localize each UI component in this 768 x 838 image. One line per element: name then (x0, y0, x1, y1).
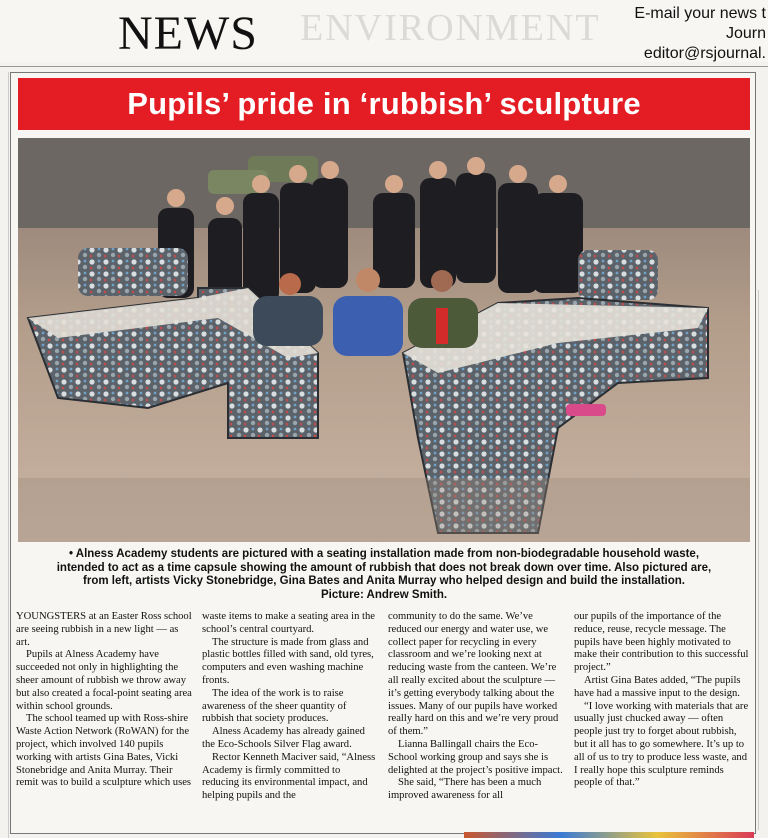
body-column-2 (202, 611, 378, 803)
paragraph: Alness Academy has already gained the Eco-Schools Silver Flag award. (202, 726, 365, 750)
paragraph: Rector Kenneth Maciver said, “Alness Academy is firmly committed to reducing its environmental impact, and helping pupils and the (202, 751, 376, 802)
paragraph: “I love working with materials that are usually just chucked away — often people just try to forget about rubbish, but it all has to go somewhere. It’s up to all of us to try to produce less waste, and I really hope this sculpture reminds people of that.” (574, 700, 749, 789)
masthead (0, 0, 768, 62)
section-title: NEWS (118, 7, 258, 60)
article-body (16, 611, 752, 803)
paragraph: The school teamed up with Ross-shire Waste Action Network (RoWAN) for the project, which involved 140 pupils working with artists Gina Bates, Vicki Stonebridge and Anita Murray. Their remit was to build a sculpture which uses (16, 713, 192, 789)
adjacent-article-left (0, 72, 9, 838)
paragraph: The structure is made from glass and plastic bottles filled with sand, old tyres, computers and even washing machine fronts. (202, 636, 374, 686)
adjacent-article-right (758, 290, 768, 830)
paragraph: our pupils of the importance of the reduce, reuse, recycle message. The pupils have been highly motivated to make their contribution to this successful project.” (574, 611, 749, 674)
photo-caption (24, 548, 744, 602)
paragraph: She said, “There has been a much improved awareness for all (388, 777, 542, 802)
paragraph: waste items to make a seating area in the school’s central courtyard. (202, 611, 375, 635)
paragraph: YOUNGSTERS at an Easter Ross school are seeing rubbish in a new light — as art. (16, 611, 192, 648)
masthead-rule (0, 66, 768, 67)
body-column-1 (16, 611, 192, 803)
headline: Pupils’ pride in ‘rubbish’ sculpture (127, 86, 641, 121)
paragraph: Lianna Ballingall chairs the Eco-School working group and says she is delighted at the project’s positive impact. (388, 738, 563, 776)
article-photo (18, 138, 750, 542)
caption-line-3: from left, artists Vicky Stonebridge, Gina Bates and Anita Murray who helped design and build the installation. (83, 575, 685, 587)
ghost-section-text: ENVIRONMENT (300, 7, 601, 49)
paragraph: Artist Gina Bates added, “The pupils have had a massive input to the design. (574, 674, 741, 699)
body-column-3 (388, 611, 564, 803)
advert-strip (464, 832, 754, 838)
body-column-4 (574, 611, 750, 803)
contact-email: editor@rsjournal. (643, 45, 766, 62)
contact-line-1: E-mail your news t (634, 5, 766, 22)
caption-line-2: intended to act as a time capsule showing the amount of rubbish that does not break down over time. Also pictured are, (56, 561, 712, 574)
paragraph: The idea of the work is to raise awareness of the sheer quantity of rubbish that society produces. (202, 687, 347, 725)
headline-bar (18, 78, 750, 130)
sculpture-photo-illustration (18, 138, 750, 542)
caption-credit: Picture: Andrew Smith. (320, 588, 448, 601)
caption-line-1: • Alness Academy students are pictured with a seating installation made from non-biodegradable household waste, (68, 548, 700, 560)
contact-line-2: Journ (725, 25, 766, 42)
paragraph: community to do the same. We’ve reduced our energy and water use, we collect paper for recycling in every classroom and we’re looking next at reducing waste from the canteen. We’re all really excited about the sculpture — it’s getting everybody talking about the issues. Many of our pupils have worked really hard on this and we’re very proud of them.” (388, 611, 559, 738)
contact-box (516, 4, 766, 64)
paragraph: Pupils at Alness Academy have succeeded not only in highlighting the sheer amount of rubbish we throw away but also created a focal-point seating area within school grounds. (16, 649, 192, 712)
